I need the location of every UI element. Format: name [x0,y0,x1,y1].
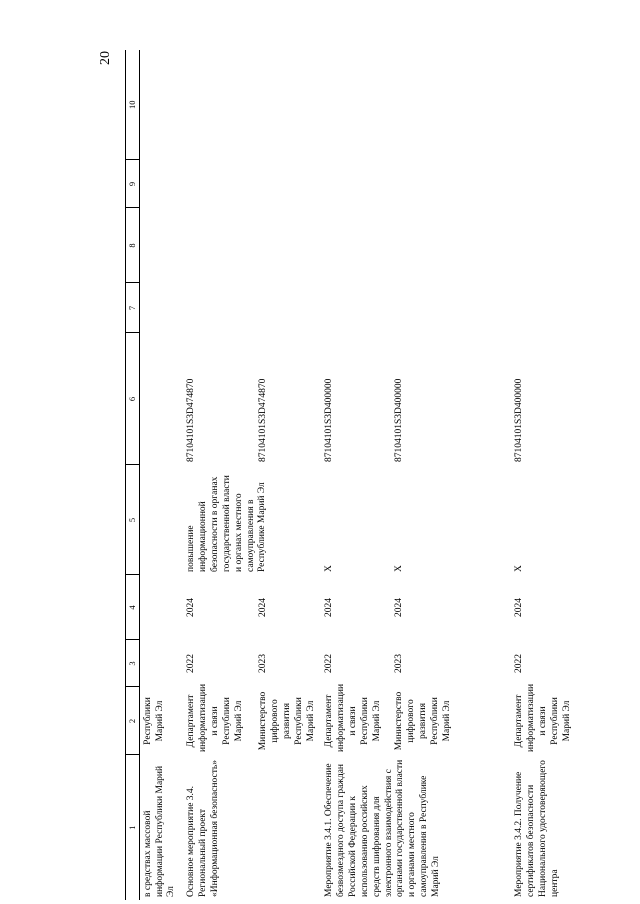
empty-cell [321,160,391,208]
end-year-cell: 2024 [258,598,269,617]
kbk-cell [139,333,183,465]
executor-cell: Министерство цифрового развития Республики Марий Эл [394,691,452,751]
end-year-cell: 2024 [186,598,197,617]
measure-name-cell: Основное мероприятие 3.4. Региональный проект «Информационная безопасность» [186,760,220,897]
column-header: 2 [126,687,140,755]
column-header: 6 [126,333,140,465]
start-year-cell: 2023 [258,654,269,673]
empty-cell [391,283,511,333]
kbk-cell: 87104101S3D474870 [258,378,269,462]
empty-cell [391,160,511,208]
kbk-cell: 87104101S3D400000 [324,378,335,462]
program-table [125,50,591,900]
column-number-row [126,50,140,900]
column-header: 7 [126,283,140,333]
end-year-cell [139,575,183,640]
start-year-cell: 2022 [186,654,197,673]
table-row [321,50,391,900]
result-cell: X [514,565,525,572]
start-year-cell [139,640,183,687]
executor-cell: Республики Марий Эл [142,697,165,745]
page-number: 20 [98,51,113,65]
executor-cell: Департамент информатизации и связи Республики Марий Эл [186,683,244,752]
end-year-cell: 2024 [514,598,525,617]
empty-cell [511,50,591,160]
measure-name-cell: Мероприятие 3.4.1. Обеспечение безвозмездного доступа граждан Российской Федерации к использованию российских средств шифрования для электронного взаимодействия с органами государственной власти и органами местного самоуправления в Республике Марий Эл [324,759,441,897]
kbk-cell: 87104101S3D474870 [186,378,197,462]
result-cell: повышение информационной безопасности в органах государственной власти и органах местного самоуправления в Республике Марий Эл [186,475,268,572]
rotated-table-container [125,50,630,900]
empty-cell [183,160,255,208]
empty-cell [255,160,321,208]
table-row [183,50,255,900]
empty-cell [321,208,391,283]
empty-cell [139,283,183,333]
result-cell: X [394,565,405,572]
empty-cell [391,208,511,283]
measure-name-cell [255,755,321,900]
executor-cell: Департамент информатизации и связи Республики Марий Эл [514,683,572,752]
end-year-cell: 2024 [324,598,335,617]
empty-cell [139,208,183,283]
result-cell: X [324,565,335,572]
column-header: 8 [126,208,140,283]
column-header: 5 [126,465,140,575]
empty-cell [321,283,391,333]
table-row [511,50,591,900]
empty-cell [183,208,255,283]
empty-cell [391,50,511,160]
empty-cell [511,160,591,208]
column-header: 10 [126,50,140,160]
empty-cell [255,208,321,283]
column-header: 3 [126,640,140,687]
executor-cell: Министерство цифрового развития Республики Марий Эл [258,691,316,751]
empty-cell [139,50,183,160]
empty-cell [139,160,183,208]
start-year-cell: 2023 [394,654,405,673]
start-year-cell: 2022 [514,654,525,673]
kbk-cell: 87104101S3D400000 [394,378,405,462]
empty-cell [183,283,255,333]
measure-name-cell: Мероприятие 3.4.2. Получение сертификатов безопасности Национального удостоверяющего центра [514,760,560,897]
empty-cell [511,208,591,283]
executor-cell: Департамент информатизации и связи Республики Марий Эл [324,683,382,752]
empty-cell [183,50,255,160]
empty-cell [511,283,591,333]
empty-cell [255,50,321,160]
table-row [139,50,183,900]
start-year-cell: 2022 [324,654,335,673]
column-header: 9 [126,160,140,208]
measure-name-cell: в средствах массовой информации Республики Марий Эл [142,765,177,897]
empty-cell [321,50,391,160]
kbk-cell: 87104101S3D400000 [514,378,525,462]
empty-cell [255,283,321,333]
result-cell [139,465,183,575]
end-year-cell: 2024 [394,598,405,617]
column-header: 1 [126,755,140,900]
column-header: 4 [126,575,140,640]
